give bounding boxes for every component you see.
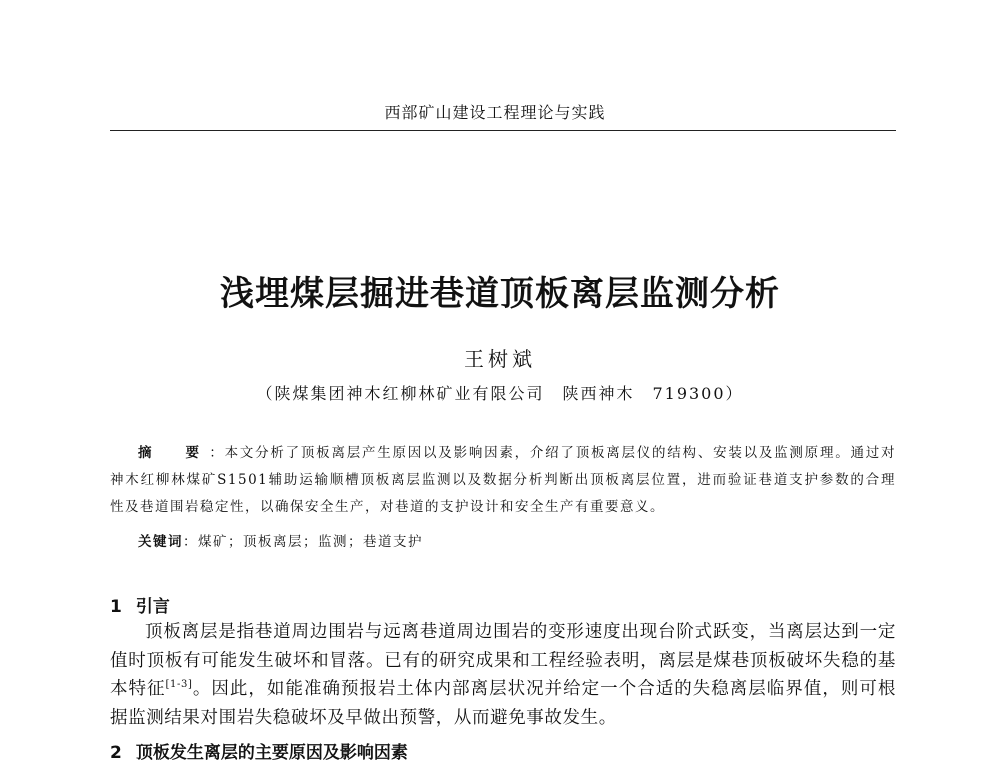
paragraph-text-part-2: 。因此，如能准确预报岩土体内部离层状况并给定一个合适的失稳离层临界值，则可根据监测结果对围岩失稳破坏及早做出预警，从而避免事故发生。	[110, 679, 896, 728]
keywords	[138, 530, 896, 550]
abstract	[110, 440, 896, 521]
section-title: 顶板发生离层的主要原因及影响因素	[135, 743, 408, 763]
paper-title: 浅埋煤层掘进巷道顶板离层监测分析	[220, 274, 780, 314]
section-number: 2	[110, 743, 122, 763]
keywords-text: ：煤矿；顶板离层；监测；巷道支护	[183, 534, 423, 550]
author-name: 王树斌	[464, 347, 536, 371]
section-heading-introduction	[110, 592, 170, 617]
citation-marker: [1-3]	[165, 679, 193, 691]
section-title: 引言	[135, 597, 170, 617]
abstract-text: ：本文分析了顶板离层产生原因以及影响因素，介绍了顶板离层仪的结构、安装以及监测原理。通过对神木红柳林煤矿S1501辅助运输顺槽顶板离层监测以及数据分析判断出顶板离层位置，进而验证巷道支护参数的合理性及巷道围岩稳定性，以确保安全生产，对巷道的支护设计和安全生产有重要意义。	[110, 445, 897, 515]
introduction-paragraph	[110, 618, 896, 732]
author-affiliation: （陕煤集团神木红柳林矿业有限公司 陕西神木 719300）	[256, 384, 744, 403]
header-rule	[110, 130, 896, 131]
journal-header: 西部矿山建设工程理论与实践	[384, 103, 606, 122]
section-number: 1	[110, 597, 122, 617]
paragraph-text-part-1: 顶板离层是指巷道周边围岩与远离巷道周边围岩的变形速度出现台阶式跃变，当离层达到一定值时顶板有可能发生破坏和冒落。已有的研究成果和工程经验表明，离层是煤巷顶板破坏失稳的基本特征	[110, 622, 896, 699]
section-heading-causes	[110, 738, 408, 763]
abstract-label: 摘 要	[138, 445, 210, 461]
keywords-label: 关键词	[138, 534, 183, 550]
